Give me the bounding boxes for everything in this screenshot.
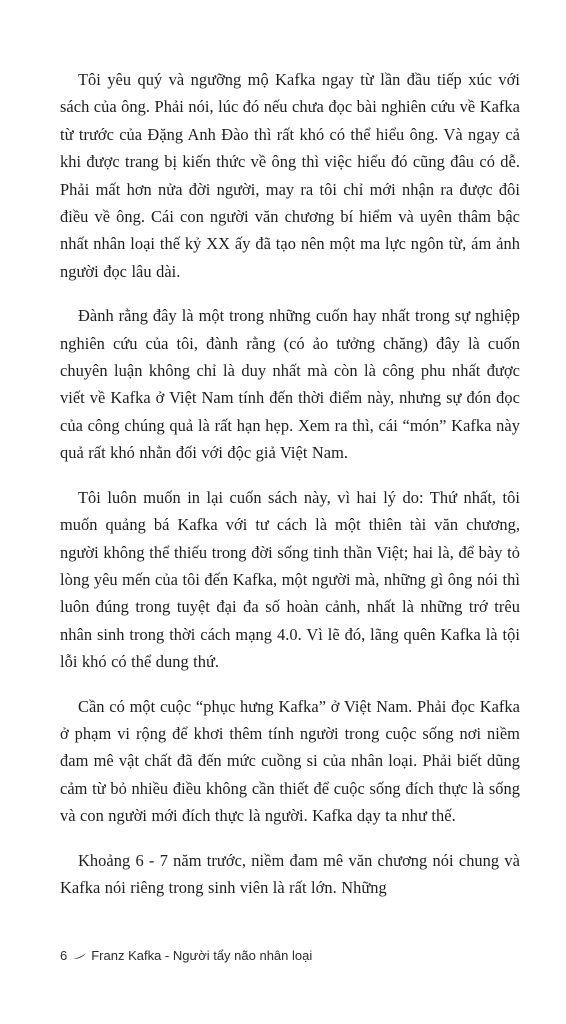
page-footer [60, 948, 312, 963]
running-title: Franz Kafka - Người tẩy não nhân loại [91, 948, 313, 963]
paragraph-3: Tôi luôn muốn in lại cuốn sách này, vì hai lý do: Thứ nhất, tôi muốn quảng bá Kafka với tư cách là một thiên tài văn chương, người không thể thiếu trong đời sống tinh thần Việt; hai là, để bày tỏ lòng yêu mến của tôi đến Kafka, một người mà, những gì ông nói thì luôn đúng trong tuyệt đại đa số hoàn cảnh, nhất là những trớ trêu nhân sinh trong thời cách mạng 4.0. Vì lẽ đó, lãng quên Kafka là tội lỗi khó có thể dung thứ. [60, 487, 520, 672]
paragraph-2: Đành rằng đây là một trong những cuốn hay nhất trong sự nghiệp nghiên cứu của tôi, đành rằng (có ảo tưởng chăng) đây là cuốn chuyên luận không chỉ là duy nhất mà còn là công phu nhất được viết về Kafka ở Việt Nam tính đến thời điểm này, nhưng sự đón đọc của công chúng quả là rất hạn hẹp. Xem ra thì, cái “món” Kafka này quả rất khó nhằn đối với độc giả Việt Nam. [60, 306, 520, 463]
leaf-ornament-icon [71, 952, 87, 960]
paragraph-4: Cần có một cuộc “phục hưng Kafka” ở Việt Nam. Phải đọc Kafka ở phạm vi rộng để khơi thêm tính người trong cuộc sống nơi niềm đam mê vật chất đã đến mức cuồng si của nhân loại. Phải biết dũng cảm từ bỏ nhiều điều không cần thiết để cuộc sống đích thực là sống và con người mới đích thực là người. Kafka dạy ta như thế. [60, 696, 520, 826]
book-page-body [60, 66, 520, 918]
paragraph-5: Khoảng 6 - 7 năm trước, niềm đam mê văn chương nói chung và Kafka nói riêng trong sinh viên là rất lớn. Những [60, 850, 520, 897]
page-number: 6 [60, 948, 68, 963]
paragraph-1: Tôi yêu quý và ngưỡng mộ Kafka ngay từ lần đầu tiếp xúc với sách của ông. Phải nói, lúc đó nếu chưa đọc bài nghiên cứu về Kafka từ trước của Đặng Anh Đào thì rất khó có thể hiểu ông. Và ngay cả khi được trang bị kiến thức về ông thì việc hiểu đó cũng đâu có dễ. Phải mất hơn nửa đời người, may ra tôi chỉ mới nhận ra được đôi điều về ông. Cái con người văn chương bí hiểm và uyên thâm bậc nhất nhân loại thế kỷ XX ấy đã tạo nên một ma lực ngôn từ, ám ảnh người đọc lâu dài. [60, 70, 520, 281]
